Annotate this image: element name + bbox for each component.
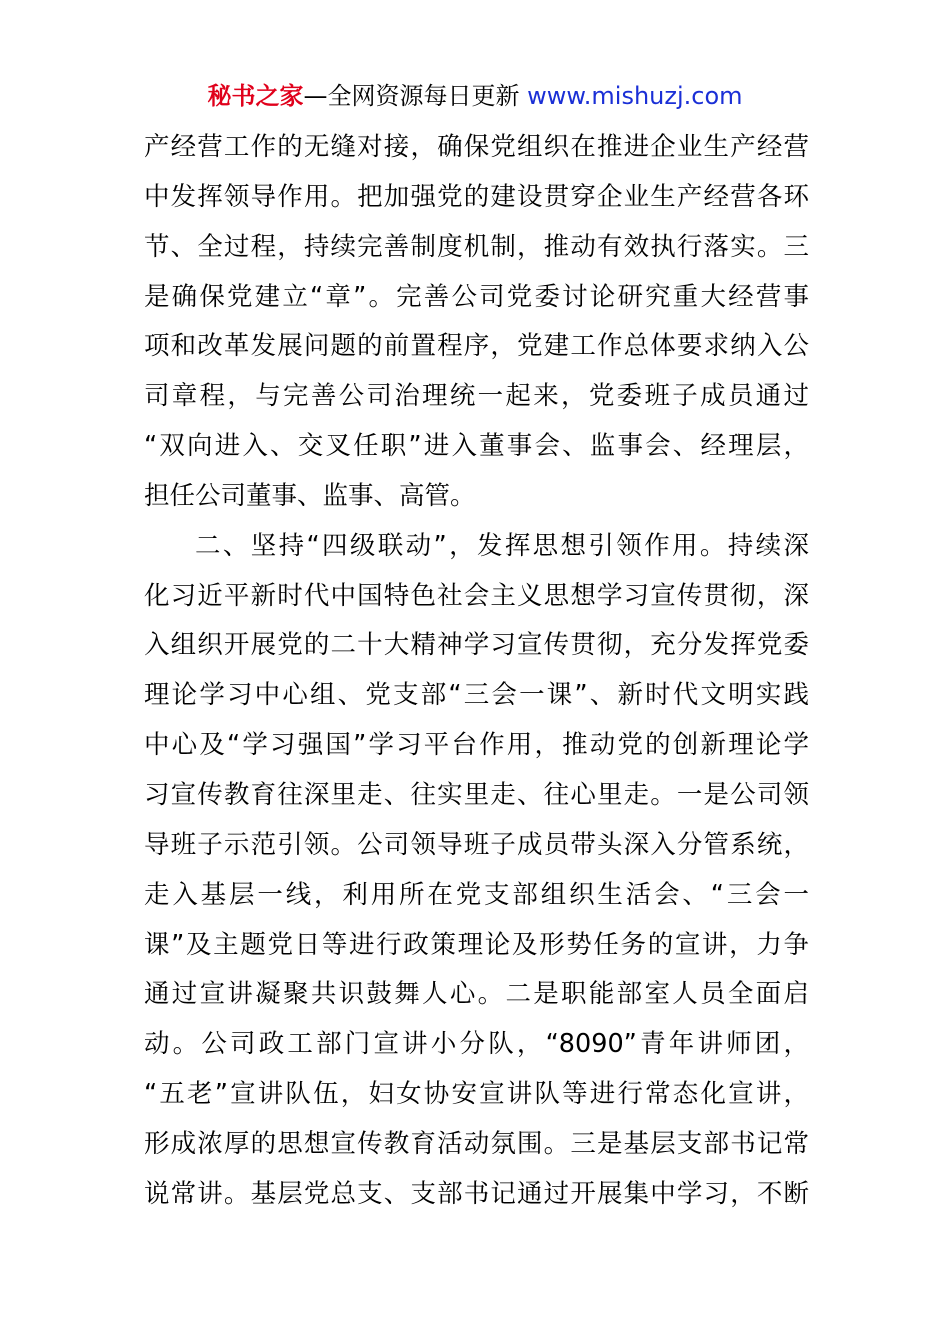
- text-line: 导班子示范引领。公司领导班子成员带头深入分管系统，: [144, 829, 809, 860]
- document-body: [144, 123, 809, 1220]
- text-line: “五老”宣讲队伍，妇女协安宣讲队等进行常态化宣讲，: [144, 1079, 809, 1110]
- text-line: 中发挥领导作用。把加强党的建设贯穿企业生产经营各环: [144, 181, 809, 212]
- text-line: 理论学习中心组、党支部“三会一课”、新时代文明实践: [144, 680, 809, 711]
- text-line: 担任公司董事、监事、高管。: [144, 480, 476, 511]
- text-line: 形成浓厚的思想宣传教育活动氛围。三是基层支部书记常: [144, 1128, 809, 1159]
- text-line: 动。公司政工部门宣讲小分队，“8090”青年讲师团，: [144, 1029, 809, 1060]
- text-line: “双向进入、交叉任职”进入董事会、监事会、经理层，: [144, 431, 809, 462]
- text-line: 产经营工作的无缝对接，确保党组织在推进企业生产经营: [144, 132, 809, 162]
- text-line: 司章程，与完善公司治理统一起来，党委班子成员通过: [144, 381, 809, 412]
- text-line: 项和改革发展问题的前置程序，党建工作总体要求纳入公: [144, 331, 809, 362]
- text-line: 化习近平新时代中国特色社会主义思想学习宣传贯彻，深: [144, 580, 809, 611]
- text-line: 通过宣讲凝聚共识鼓舞人心。二是职能部室人员全面启: [144, 979, 809, 1010]
- text-line: 走入基层一线，利用所在党支部组织生活会、“三会一: [144, 879, 809, 910]
- text-line: 说常讲。基层党总支、支部书记通过开展集中学习，不断: [144, 1178, 809, 1209]
- text-line: 中心及“学习强国”学习平台作用，推动党的创新理论学: [144, 730, 809, 761]
- text-line: 入组织开展党的二十大精神学习宣传贯彻，充分发挥党委: [144, 630, 809, 661]
- site-url[interactable]: www.mishuzj.com: [527, 82, 743, 110]
- paragraph-1: [144, 123, 809, 522]
- site-brand: 秘书之家: [207, 82, 304, 110]
- page-header: [0, 78, 950, 114]
- site-tagline: —全网资源每日更新: [303, 82, 520, 110]
- paragraph-2: [144, 522, 809, 1220]
- text-line: 课”及主题党日等进行政策理论及形势任务的宣讲，力争: [144, 929, 809, 960]
- text-line: 是确保党建立“章”。完善公司党委讨论研究重大经营事: [144, 281, 809, 312]
- text-line: 习宣传教育往深里走、往实里走、往心里走。一是公司领: [144, 779, 809, 810]
- text-line: 节、全过程，持续完善制度机制，推动有效执行落实。三: [144, 231, 809, 262]
- text-line: 二、坚持“四级联动”，发挥思想引领作用。持续深: [195, 530, 809, 561]
